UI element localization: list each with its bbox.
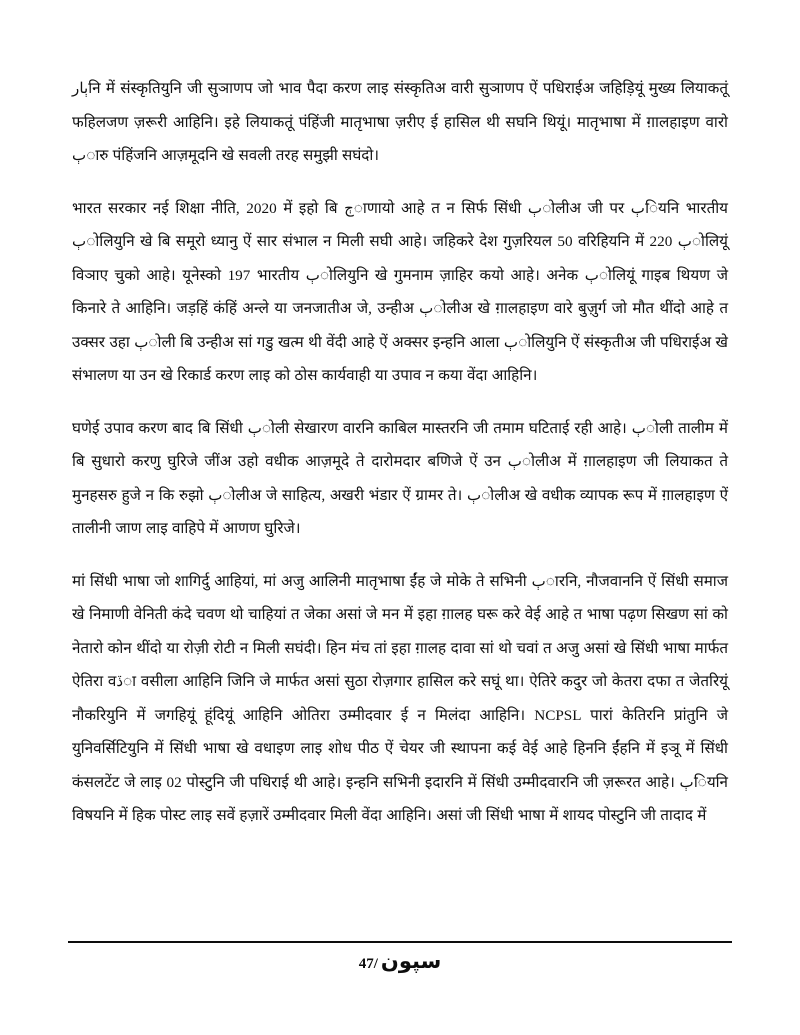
page-footer	[68, 941, 732, 972]
paragraph-3: घणेई उपाव करण बाद बि सिंधी ٻोली सेखारण वारनि काबिल मास्तरनि जी तमाम घटिताई रही आहे। ٻोली तालीम में बि सुधारो करणु घुरिजे जींअ उहो वधीक आज़मूदे ते दारोमदार बणिजे ऐं उन ٻोलीअ में ग़ालहाइण जी लियाकत ते मुनहसरु हुजे न कि रुझो ٻोलीअ जे साहित्य, अखरी भंडार ऐं ग्रामर ते। ٻोलीअ खे वधीक व्यापक रूप में ग़ालहाइण ऐं तालीनी जाण लाइ वाहिपे में आणण घुरिजे।	[72, 419, 728, 537]
paragraph-2: भारत सरकार नई शिक्षा नीति, 2020 में इहो बि ڄाणायो आहे त न सिर्फ सिंधी ٻोलीअ जी पर ٻियनि भारतीय ٻोलियुनि खे बि समूरो ध्यानु ऐं सार संभाल न मिली सघी आहे। जहिकरे देश गुज़रियल 50 वरिहियनि में 220 ٻोलियूं विञाए चुको आहे। यूनेस्को 197 भारतीय ٻोलियुनि खे गुमनाम ज़ाहिर कयो आहे। अनेक ٻोलियूं गाइब थियण जे किनारे ते आहिनि। जड़हिं कंहिं अन्ले या जनजातीअ जे, उन्हीअ ٻोलीअ खे ग़ालहाइण वारे बुज़ुर्ग जो मौत थींदो आहे त उक्सर उहा ٻोली बि उन्हीअ सां गडु खत्म थी वेंदी आहे ऐं अक्सर इन्हनि आला ٻोलियुनि ऐं संस्कृतीअ जी पधिराईअ खे संभालण या उन खे रिकार्ड करण लाइ को ठोस कार्यवाही या उपाव न कया वेंदा आहिनि।	[72, 199, 728, 384]
paragraph-1: ٻارनि में संस्कृतियुनि जी सुञाणप जो भाव पैदा करण लाइ संस्कृतिअ वारी सुञाणप ऐं पधिराईअ जहिड़ियूं मुख्य लियाकतूं फहिलजण ज़रूरी आहिनि। इहे लियाकतूं पंहिंजी मातृभाषा ज़रीए ई हासिल थी सघनि थियूं। मातृभाषा में ग़ालहाइण वारो ٻारु पंहिंजनि आज़मूदनि खे सवली तरह समुझी सघंदो।	[72, 80, 728, 164]
footer-divider	[68, 941, 732, 943]
paragraph-4: मां सिंधी भाषा जो शागिर्दु आहियां, मां अजु आलिनी मातृभाषा ईंह जे मोके ते सभिनी ٻारनि, नौजवाननि ऐं सिंधी समाज खे निमाणी वेनिती कंदे चवण थो चाहियां त जेका असां जे मन में इहा ग़ालह घरू करे वेई आहे त भाषा पढ़ण सिखण सां को नेतारो कोन थींदो या रोज़ी रोटी न मिली सघंदी। हिन मंच तां इहा ग़ालह दावा सां थो चवां त अजु असां खे सिंधी भाषा मार्फत ऐतिरा वڏा वसीला आहिनि जिनि जे मार्फत असां सुठा रोज़गार हासिल करे सघूं था। ऐतिरे कदुर जो केतरा दफा त जेतरियूं नौकरियुनि में जगहियूं हूंदियूं आहिनि ओतिरा उम्मीदवार ई न मिलंदा आहिनि। NCPSL पारां केतिरनि प्रांतुनि जे युनिवर्सिटियुनि में सिंधी भाषा खे वधाइण लाइ शोध पीठ ऐं चेयर जी स्थापना कई वेई आहे हिननि ईंहनि में इञू में सिंधी कंसलटेंट जे लाइ 02 पोस्टुनि जी पधिराई थी आहे। इन्हनि सभिनी इदारनि में सिंधी उम्मीदवारनि जी ज़रूरत आहे। ٻियनि विषयनि में हिक पोस्ट लाइ सवें हज़ारें उम्मीदवार मिली वेंदा आहिनि। असां जी सिंधी भाषा में शायद पोस्टुनि जी तादाद में	[72, 572, 728, 824]
page-number: 47/	[358, 956, 378, 972]
footer-title-arabic: سپون	[380, 949, 442, 973]
footer-content	[68, 951, 732, 972]
page-body	[72, 72, 728, 833]
